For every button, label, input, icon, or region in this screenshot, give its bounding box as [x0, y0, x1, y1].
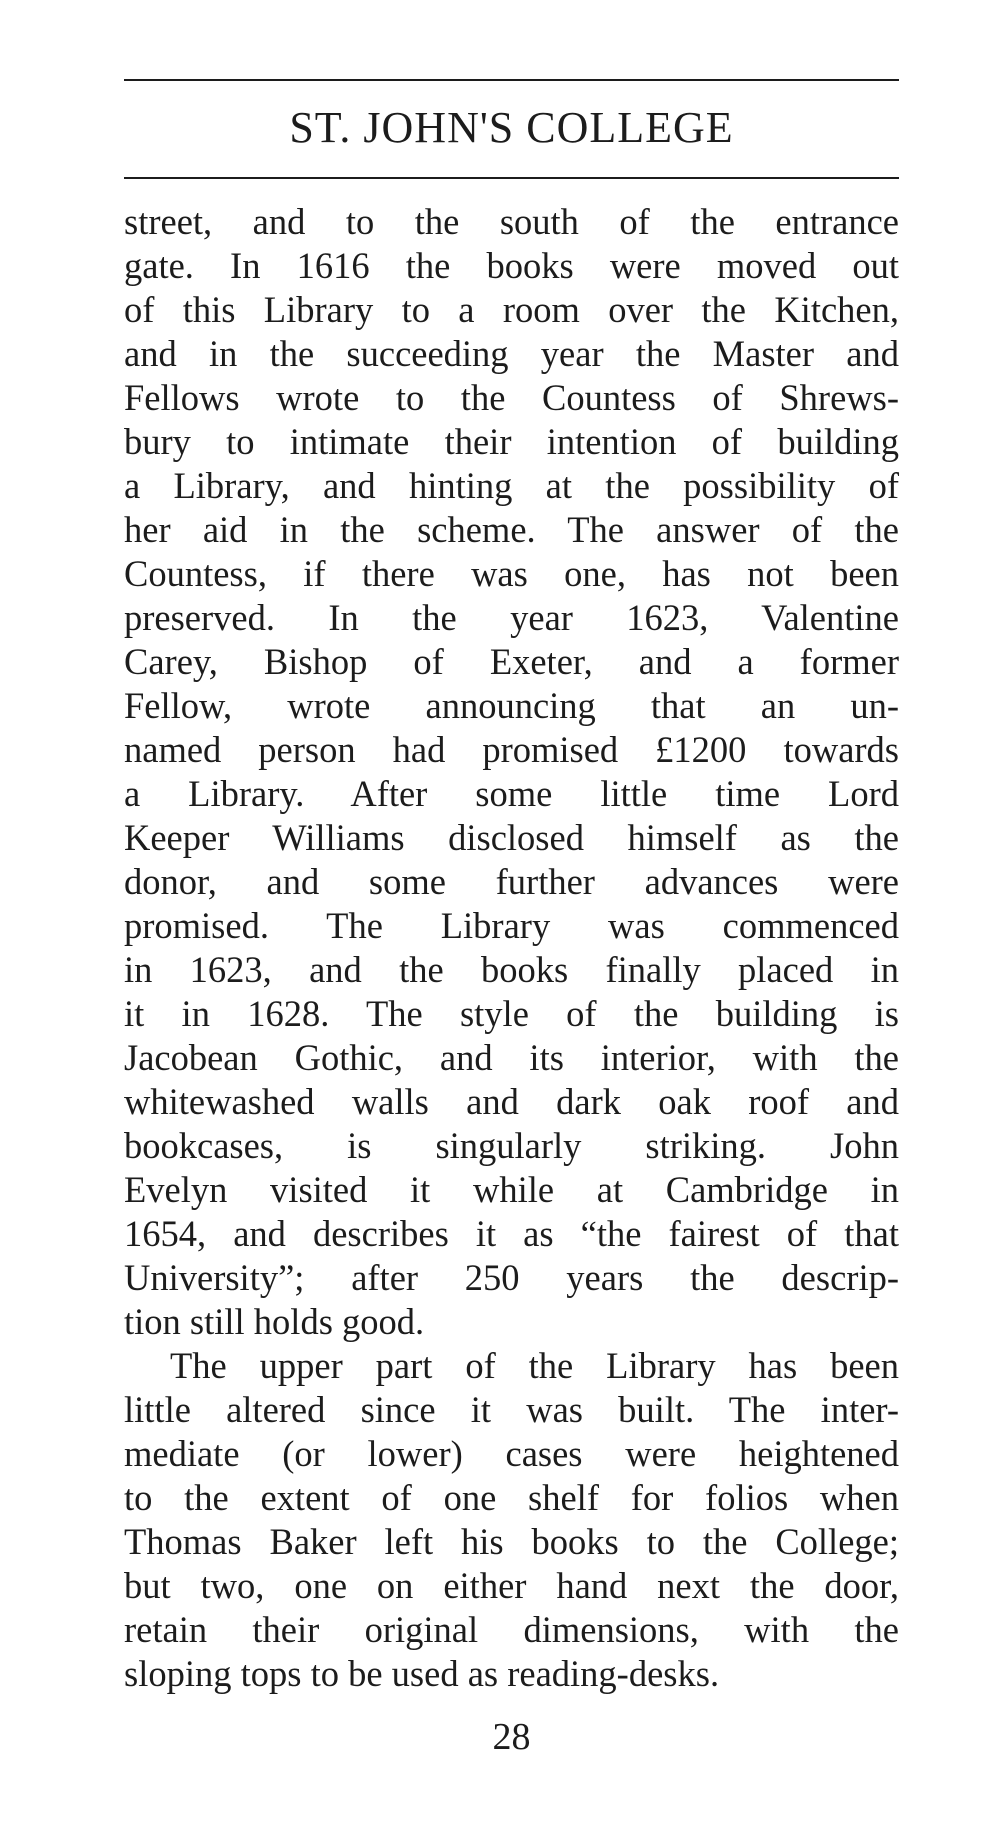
text-line: in 1623, and the books finally placed in: [124, 949, 899, 990]
text-line: promised. The Library was commenced: [124, 905, 899, 946]
page-number: 28: [492, 1716, 531, 1758]
text-line: a Library, and hinting at the possibility of: [124, 465, 899, 506]
text-line: Countess, if there was one, has not been: [124, 553, 899, 594]
text-line: Keeper Williams disclosed himself as the: [124, 817, 899, 858]
text-line: retain their original dimensions, with the: [124, 1609, 899, 1650]
text-line: Fellows wrote to the Countess of Shrews-: [124, 377, 899, 418]
text-line: it in 1628. The style of the building is: [124, 993, 899, 1034]
text-line: Jacobean Gothic, and its interior, with the: [124, 1037, 899, 1078]
text-line: street, and to the south of the entrance: [124, 201, 899, 242]
header-rule-top: [124, 79, 899, 81]
text-line: University”; after 250 years the descrip-: [124, 1257, 899, 1298]
text-line: little altered since it was built. The inter-: [124, 1389, 899, 1430]
text-line: bury to intimate their intention of building: [124, 421, 899, 462]
header-rule-bottom: [124, 177, 899, 179]
text-line: Evelyn visited it while at Cambridge in: [124, 1169, 899, 1210]
text-line: Thomas Baker left his books to the College;: [124, 1521, 899, 1562]
text-line: whitewashed walls and dark oak roof and: [124, 1081, 899, 1122]
text-line: but two, one on either hand next the door,: [124, 1565, 899, 1606]
text-line: gate. In 1616 the books were moved out: [124, 245, 899, 286]
text-line: to the extent of one shelf for folios when: [124, 1477, 899, 1518]
text-line: Fellow, wrote announcing that an un-: [124, 685, 899, 726]
text-line: her aid in the scheme. The answer of the: [124, 509, 899, 550]
text-line: 1654, and describes it as “the fairest of that: [124, 1213, 899, 1254]
text-line: of this Library to a room over the Kitchen,: [124, 289, 899, 330]
text-line: a Library. After some little time Lord: [124, 773, 899, 814]
body-text: [124, 200, 899, 1696]
text-line: named person had promised £1200 towards: [124, 729, 899, 770]
text-line: donor, and some further advances were: [124, 861, 899, 902]
text-line: The upper part of the Library has been: [170, 1345, 899, 1386]
text-line: sloping tops to be used as reading-desks.: [124, 1653, 720, 1694]
text-line: and in the succeeding year the Master and: [124, 333, 899, 374]
text-line: Carey, Bishop of Exeter, and a former: [124, 641, 899, 682]
text-line: tion still holds good.: [124, 1301, 425, 1342]
running-head: ST. JOHN'S COLLEGE: [289, 103, 734, 152]
text-line: preserved. In the year 1623, Valentine: [124, 597, 899, 638]
text-line: mediate (or lower) cases were heightened: [124, 1433, 899, 1474]
text-line: bookcases, is singularly striking. John: [124, 1125, 899, 1166]
